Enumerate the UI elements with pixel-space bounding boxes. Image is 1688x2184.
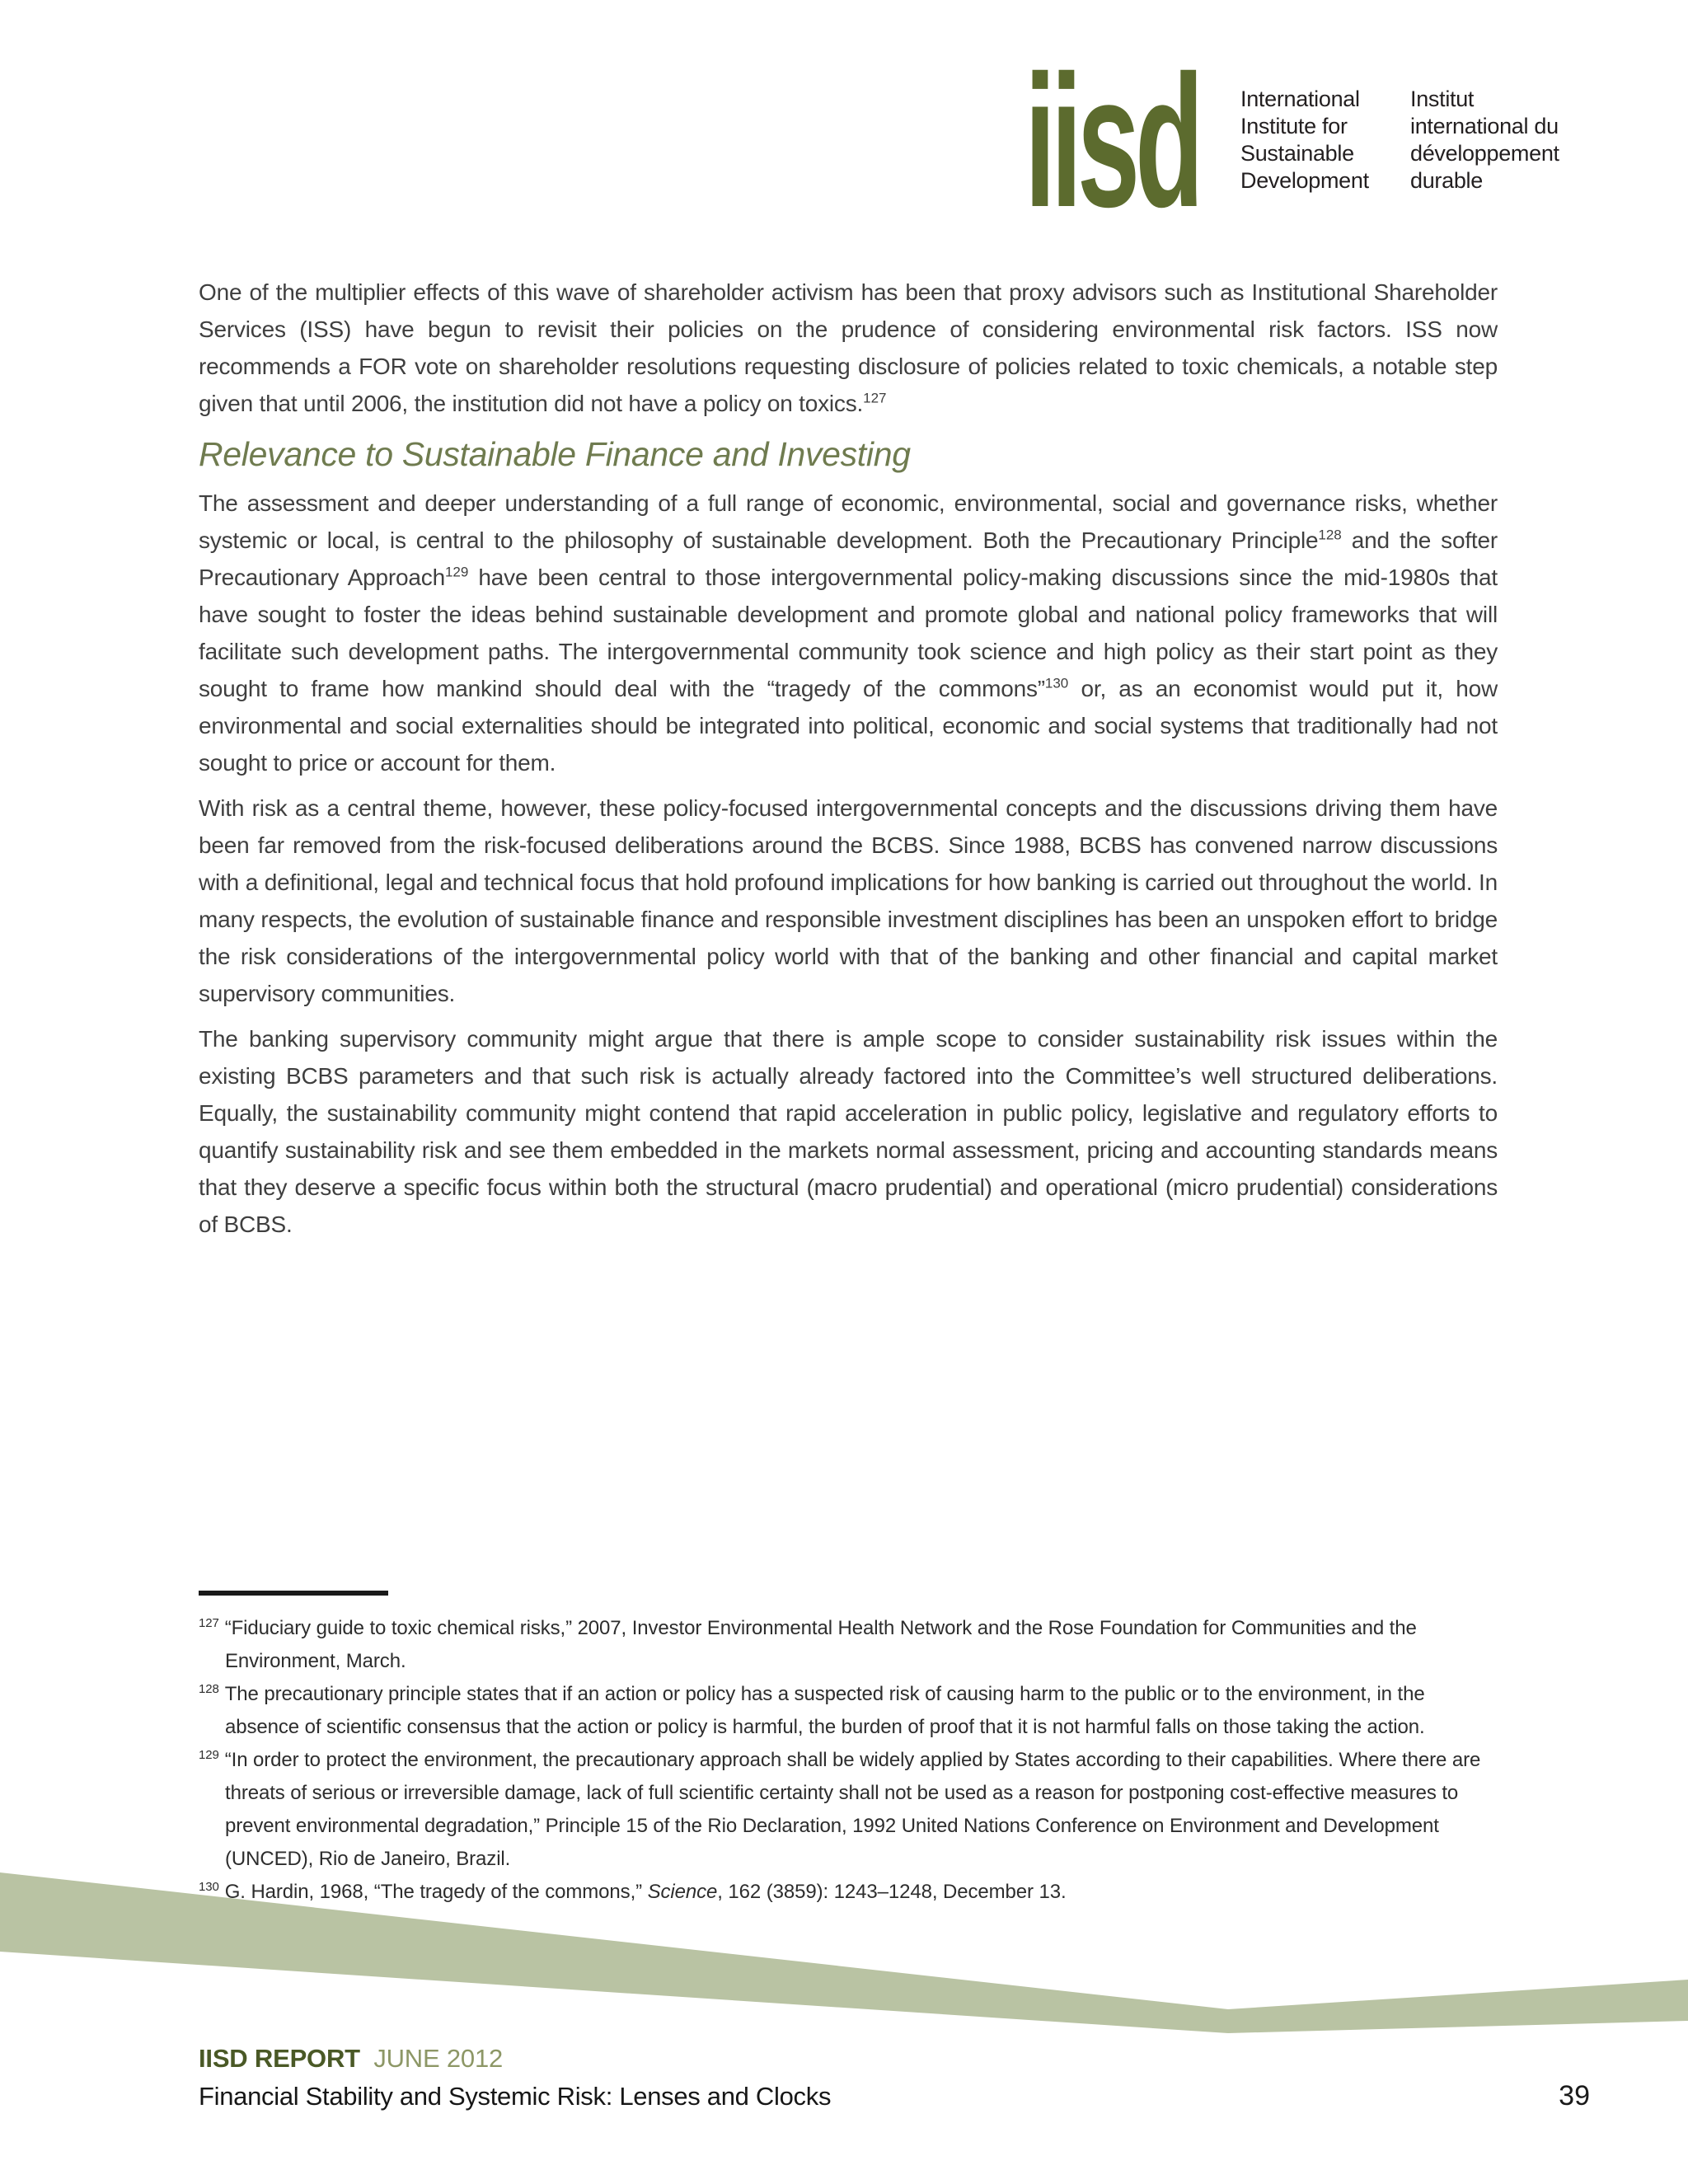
text-run: One of the multiplier effects of this wave of shareholder activism has been that proxy advisors such as Institutional Shareholder Services (ISS) have begun to revisit their policies on the prudence of considering environmental risk factors. ISS now recommends a FOR vote on shareholder resolutions requesting disclosure of policies related to toxic chemicals, a notable step given that until 2006, the institution did not have a policy on toxics. <box>199 279 1498 416</box>
body-paragraph <box>199 1020 1498 1243</box>
text-run: “Fiduciary guide to toxic chemical risks,” 2007, Investor Environmental Health Network and the Rose Foundation for Communities and the Environment, March. <box>224 1617 1417 1672</box>
text-run: have been central to those intergovernmental policy-making discussions since the mid-1980s that have sought to foster the ideas behind sustainable development and promote global and national policy frameworks that will facilitate such development paths. The intergovernmental community took science and high policy as their start point as they sought to frame how mankind should deal with the “tragedy of the commons” <box>199 565 1498 701</box>
body-copy <box>199 274 1498 1251</box>
text-run: “In order to protect the environment, the precautionary approach shall be widely applied by States according to their capabilities. Where there are threats of serious or irreversible damage, lack of full scientific certainty shall not be used as a reason for postponing cost-effective measures to prevent environmental degradation,” Principle 15 of the Rio Declaration, 1992 United Nations Conference on Environment and Development (UNCED), Rio de Janeiro, Brazil. <box>224 1749 1481 1870</box>
footnote-number: 129 <box>199 1748 219 1762</box>
body-paragraph <box>199 274 1498 422</box>
text-run: With risk as a central theme, however, these policy-focused intergovernmental concepts and the discussions driving them have been far removed from the risk-focused deliberations around the BCBS. Since 1988, BCBS has convened narrow discussions with a definitional, legal and technical focus that hold profound implications for how banking is carried out throughout the world. In many respects, the evolution of sustainable finance and responsible investment disciplines has been an unspoken effort to bridge the risk considerations of the intergovernmental policy world with that of the banking and other financial and capital market supervisory communities. <box>199 795 1498 1006</box>
logo-name-line: durable <box>1410 168 1483 193</box>
logo-name-line: Institute for <box>1240 114 1348 138</box>
text-run: The banking supervisory community might argue that there is ample scope to consider sustainability risk issues within the existing BCBS parameters and that such risk is actually already factored into the Committee’s well structured deliberations. Equally, the sustainability community might contend that rapid acceleration in public policy, legislative and regulatory efforts to quantify sustainability risk and see them embedded in the markets normal assessment, pricing and accounting standards means that they deserve a specific focus within both the structural (macro prudential) and operational (micro prudential) considerations of BCBS. <box>199 1026 1498 1237</box>
footnote-separator-rule <box>199 1591 388 1596</box>
text-run: G. Hardin, 1968, “The tragedy of the commons,” <box>224 1881 648 1903</box>
footnote-number: 127 <box>199 1616 219 1630</box>
page-footer <box>199 2044 1590 2112</box>
iisd-logo <box>1025 37 1618 246</box>
body-paragraph <box>199 485 1498 781</box>
footnote-number: 130 <box>199 1880 219 1894</box>
iisd-wordmark: iisd <box>1025 37 1199 246</box>
decorative-wave-band <box>0 1854 1688 2044</box>
text-run: The assessment and deeper understanding of a full range of economic, environmental, social and governance risks, whether systemic or local, is central to the philosophy of sustainable development. Both the Precautionary Principle <box>199 490 1498 553</box>
text-run: The precautionary principle states that if an action or policy has a suspected risk of causing harm to the public or to the environment, in the absence of scientific consensus that the action or policy is harmful, the burden of proof that it is not harmful falls on those taking the action. <box>224 1683 1425 1738</box>
footnote <box>199 1678 1499 1744</box>
logo-name-line: Development <box>1240 168 1369 193</box>
logo-name-line: Sustainable <box>1240 141 1354 166</box>
report-label: IISD REPORT <box>199 2044 360 2073</box>
page-number: 39 <box>1559 2080 1590 2111</box>
text-run: , 162 (3859): 1243–1248, December 13. <box>717 1881 1067 1903</box>
report-line <box>199 2044 1590 2074</box>
title-line <box>199 2080 1590 2112</box>
wave-band-shape <box>0 1872 1688 2033</box>
footnote-number: 128 <box>199 1682 219 1696</box>
logo-name-line: Institut <box>1410 87 1475 111</box>
section-heading <box>199 435 1498 473</box>
logo-name-french <box>1410 86 1559 194</box>
text-run: Relevance to Sustainable Finance and Investing <box>199 435 911 473</box>
footnote-ref: 130 <box>1044 675 1069 691</box>
text-run: or, as an economist would put it, how environmental and social externalities should be integrated into political, economic and social systems that traditionally had not sought to price or account for them. <box>199 676 1498 776</box>
logo-name-line: développement <box>1410 141 1559 166</box>
footnote-ref: 128 <box>1318 527 1342 543</box>
logo-name-line: international du <box>1410 114 1559 138</box>
document-title: Financial Stability and Systemic Risk: Lenses and Clocks <box>199 2082 832 2111</box>
text-run: and the softer Precautionary Approach <box>199 527 1498 590</box>
body-paragraph <box>199 790 1498 1012</box>
footnote-ref: 129 <box>444 564 469 580</box>
footnote <box>199 1612 1499 1678</box>
italic-run: Science <box>647 1881 718 1903</box>
footnote-ref: 127 <box>863 390 887 406</box>
logo-name-line: International <box>1240 87 1360 111</box>
logo-name-english <box>1240 86 1369 194</box>
report-date: JUNE 2012 <box>373 2044 504 2073</box>
